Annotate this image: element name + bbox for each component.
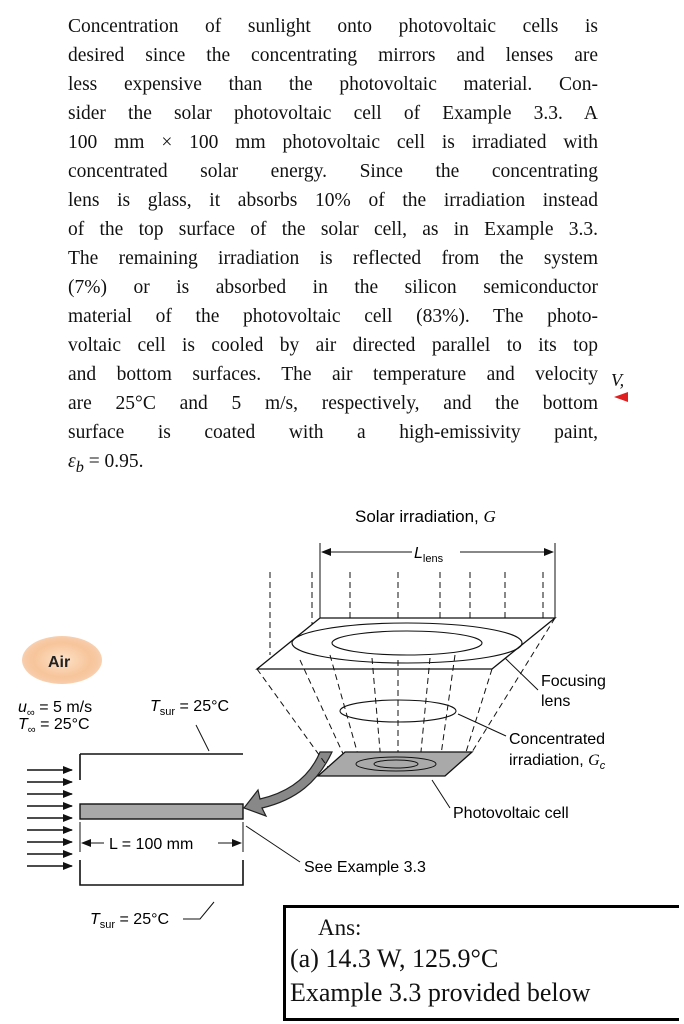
problem-line: surface is coated with a high-emissivity paint, [68,422,598,443]
emissivity-symbol: ε [68,451,76,472]
emissivity-line [68,447,598,482]
surroundings-temperature-top: $T_{sur} = 25^\circ C$ [150,698,230,718]
problem-statement [68,12,598,482]
problem-line: Concentration of sunlight onto photovoltaic cells is [68,16,598,37]
problem-line: are 25°C and 5 m/s, respectively, and the bottom [68,393,598,414]
problem-line: voltaic cell is cooled by air directed parallel to its top [68,335,598,356]
surroundings-bottom-wall [80,860,243,885]
answer-title: Ans: [318,915,362,940]
problem-line: material of the photovoltaic cell (83%). The photo- [68,306,598,327]
photovoltaic-cell-label: Photovoltaic cell [453,805,569,822]
air-label: Air [48,654,71,671]
solar-irradiation-label: Solar irradiation, G [355,507,496,526]
see-example-label: See Example 3.3 [304,859,426,876]
airflow-arrows [27,770,72,866]
problem-line: less expensive than the photovoltaic material. Con- [68,74,598,95]
answer-reference: Example 3.3 provided below [290,978,591,1007]
concentrated-irradiation-label-2: irradiation, $G_c$ [509,752,606,772]
problem-line: sider the solar photovoltaic cell of Example 3.3. A [68,103,598,124]
detail-arrow-icon [244,752,332,816]
problem-line: desired since the concentrating mirrors and lenses are [68,45,598,66]
focusing-lens-label-1: Focusing [541,673,606,690]
free-stream-temperature: $T_\infty = 25^\circ C$ [18,716,90,736]
problem-line: of the top surface of the solar cell, as in Example 3.3. [68,219,598,240]
side-note: V, [611,370,625,390]
red-marker-icon [614,392,628,402]
length-dimension: L = 100 mm [109,836,194,853]
photovoltaic-cell [318,752,472,776]
problem-line: The remaining irradiation is reflected from the system [68,248,598,269]
emissivity-subscript: b [75,457,84,476]
problem-line: and bottom surfaces. The air temperature and velocity [68,364,598,385]
pv-cell-side-view [80,804,243,819]
problem-line: lens is glass, it absorbs 10% of the irradiation instead [68,190,598,211]
lens-length-label: $L_{lens}$ [414,545,444,565]
problem-line: 100 mm × 100 mm photovoltaic cell is irradiated with [68,132,598,153]
free-stream-velocity: $u_\infty = 5$ m/s [18,699,93,719]
emissivity-value: = 0.95. [83,451,144,472]
surroundings-temperature-bottom: $T_{sur} = 25^\circ C$ [90,911,170,931]
answer-value: (a) 14.3 W, 125.9°C [290,944,499,973]
answer-box [283,905,679,1021]
problem-line: (7%) or is absorbed in the silicon semiconductor [68,277,598,298]
focusing-lens [257,618,555,669]
surroundings-top-wall [80,754,243,780]
problem-line: concentrated solar energy. Since the concentrating [68,161,598,182]
concentrated-irradiation-label-1: Concentrated [509,731,606,748]
focusing-lens-label-2: lens [541,693,571,710]
